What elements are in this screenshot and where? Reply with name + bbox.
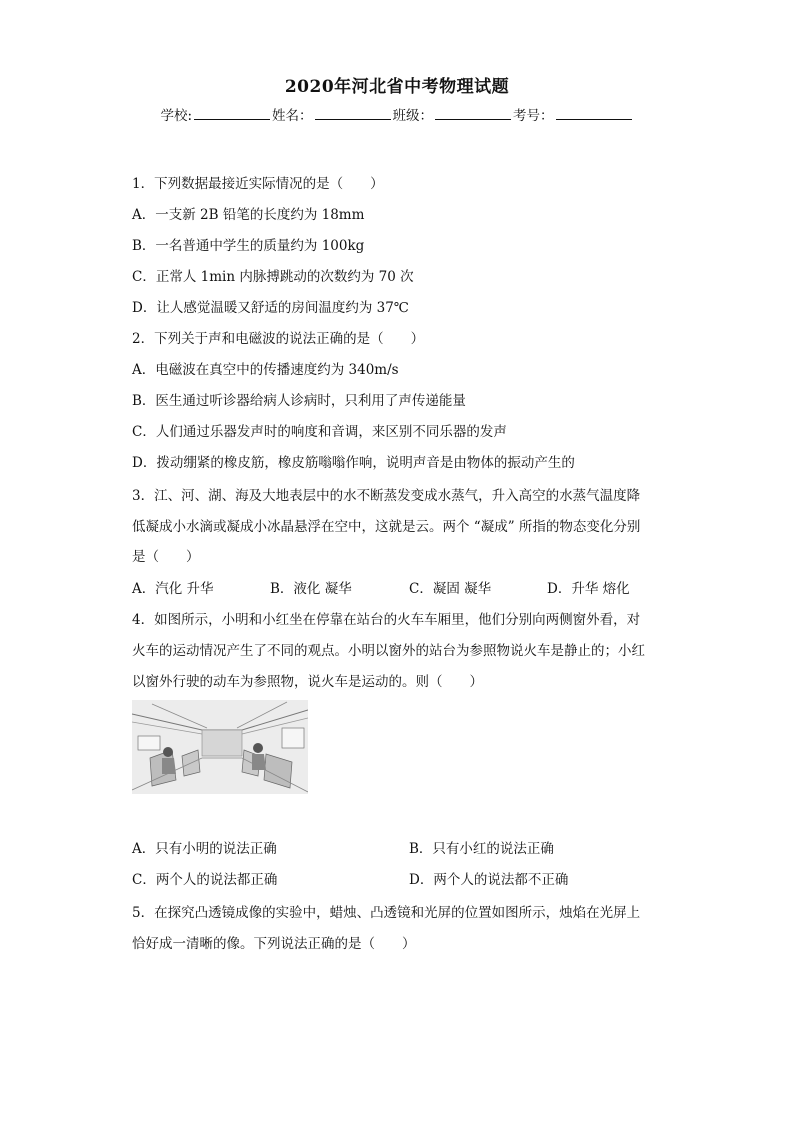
question-5-stem-line-2: 恰好成一清晰的像。下列说法正确的是（ ） xyxy=(132,936,416,952)
question-4-option-d: D．两个人的说法都不正确 xyxy=(409,872,569,888)
question-1-stem: 1．下列数据最接近实际情况的是（ ） xyxy=(132,176,384,192)
question-2-option-b: B．医生通过听诊器给病人诊病时，只利用了声传递能量 xyxy=(132,393,466,409)
name-label: 姓名： xyxy=(272,108,313,124)
question-2-option-d: D．拨动绷紧的橡皮筋，橡皮筋嗡嗡作响，说明声音是由物体的振动产生的 xyxy=(132,455,575,471)
question-2-stem: 2．下列关于声和电磁波的说法正确的是（ ） xyxy=(132,331,425,347)
question-3-option-d: D．升华 熔化 xyxy=(547,581,630,597)
student-info-row xyxy=(0,104,794,124)
school-label: 学校: xyxy=(160,108,193,124)
school-blank xyxy=(194,107,270,120)
question-4-stem-line-2: 火车的运动情况产生了不同的观点。小明以窗外的站台为参照物说火车是静止的；小红 xyxy=(132,643,645,659)
question-1-option-c: C．正常人 1min 内脉搏跳动的次数约为 70 次 xyxy=(132,269,414,285)
question-2-option-a: A．电磁波在真空中的传播速度约为 340m/s xyxy=(132,362,399,378)
question-2-option-c: C．人们通过乐器发声时的响度和音调，来区别不同乐器的发声 xyxy=(132,424,507,440)
exam-no-label: 考号： xyxy=(513,108,554,124)
question-1-option-a: A．一支新 2B 铅笔的长度约为 18mm xyxy=(132,207,365,223)
question-4-option-c: C．两个人的说法都正确 xyxy=(132,872,278,888)
question-3-option-c: C．凝固 凝华 xyxy=(409,581,492,597)
question-3-stem-line-1: 3．江、河、湖、海及大地表层中的水不断蒸发变成水蒸气，升入高空的水蒸气温度降 xyxy=(132,488,641,504)
question-3-stem-line-2: 低凝成小水滴或凝成小冰晶悬浮在空中，这就是云。两个 “凝成” 所指的物态变化分别 xyxy=(132,519,641,535)
question-1-option-b: B．一名普通中学生的质量约为 100kg xyxy=(132,238,365,254)
question-3-stem-line-3: 是（ ） xyxy=(132,549,200,565)
exam-no-blank xyxy=(556,107,632,120)
question-5-stem-line-1: 5．在探究凸透镜成像的实验中，蜡烛、凸透镜和光屏的位置如图所示，烛焰在光屏上 xyxy=(132,905,641,921)
class-blank xyxy=(435,107,511,120)
question-4-stem-line-3: 以窗外行驶的动车为参照物，说火车是运动的。则（ ） xyxy=(132,674,483,690)
question-4-option-b: B．只有小红的说法正确 xyxy=(409,841,554,857)
page-title: 2020年河北省中考物理试题 xyxy=(284,77,510,97)
class-label: 班级： xyxy=(392,108,434,124)
question-3-option-b: B．液化 凝华 xyxy=(270,581,352,597)
name-blank xyxy=(315,107,391,120)
question-1-option-d: D．让人感觉温暖又舒适的房间温度约为 37℃ xyxy=(132,300,409,316)
question-3-option-a: A．汽化 升华 xyxy=(132,581,214,597)
train-carriage-figure xyxy=(132,700,308,794)
train-carriage-illustration xyxy=(132,700,308,794)
question-4-stem-line-1: 4．如图所示，小明和小红坐在停靠在站台的火车车厢里，他们分别向两侧窗外看，对 xyxy=(132,612,641,628)
question-4-option-a: A．只有小明的说法正确 xyxy=(132,841,277,857)
